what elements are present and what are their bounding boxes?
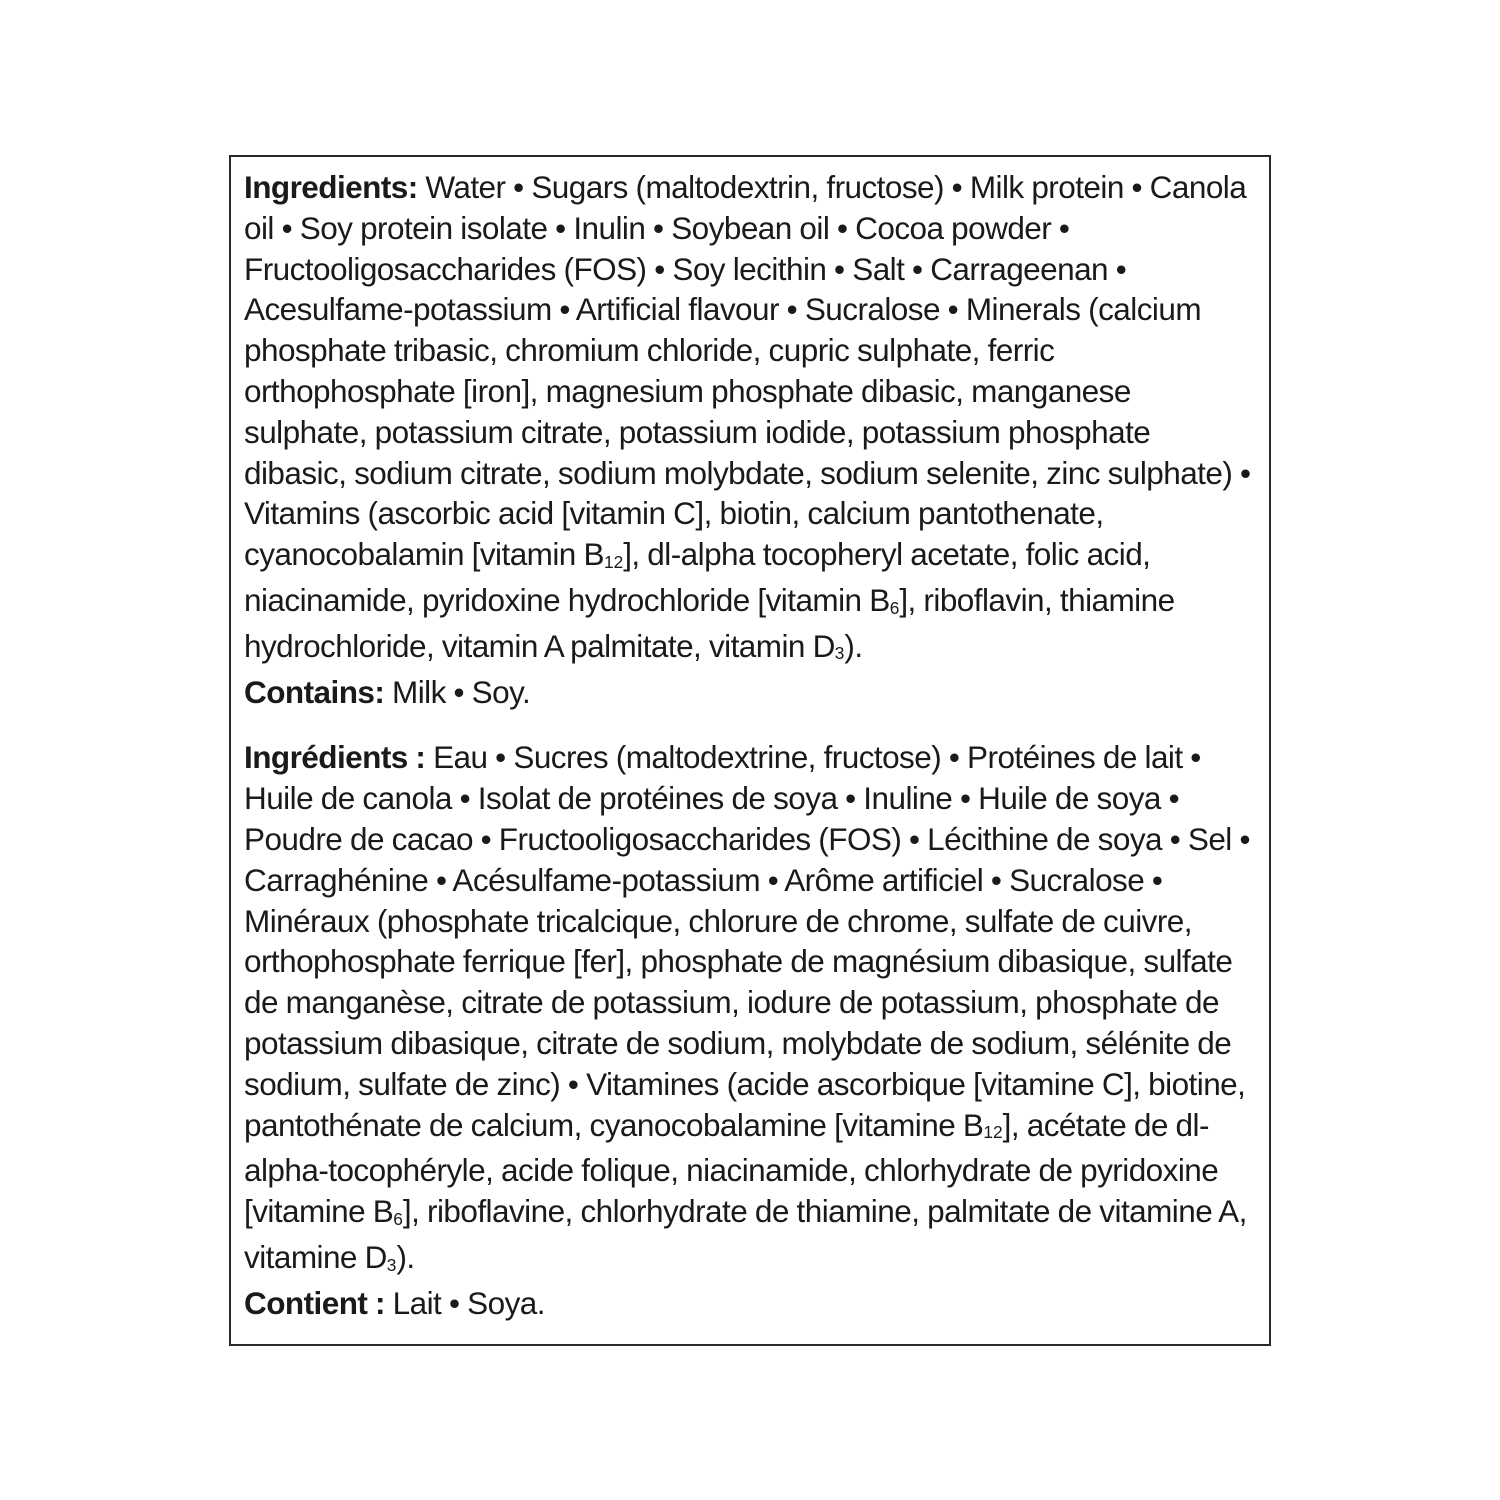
- ingredients-text-en-part1: Water • Sugars (maltodextrin, fructose) • Milk protein • Canola oil • Soy protein isolate • Inulin • Soybean oil • Cocoa powder • Fructooligosaccharides (FOS) • Soy lecithin • Salt • Carrageenan • Acesulfame-potassium • Artificial flavour • Sucralose • Minerals (calcium phosphate tribasic, chromium chloride, cupric sulphate, ferric orthophosphate [iron], magnesium phosphate dibasic, manganese sulphate, potassium citrate, potassium iodide, potassium phosphate dibasic, sodium citrate, sodium molybdate, sodium selenite, zinc sulphate) • Vitamins (ascorbic acid [vitamin C], biotin, calcium pantothenate, cyanocobalamin [vitamin B: [244, 169, 1251, 573]
- contains-text-fr: Lait • Soya.: [384, 1284, 545, 1321]
- contains-heading-fr: Contient :: [244, 1284, 385, 1321]
- ingredients-text-fr-part4: ).: [396, 1238, 415, 1275]
- subscript-b12-fr: 12: [983, 1122, 1003, 1143]
- english-ingredients: [244, 167, 1255, 712]
- ingredients-text-fr-part3: ], riboflavine, chlorhydrate de thiamine, palmitate de vitamine A, vitamine D: [244, 1193, 1247, 1275]
- ingredients-text-fr-part2: ], acétate de dl-alpha-tocophéryle, acide folique, niacinamide, chlorhydrate de pyridoxine [vitamine B: [244, 1106, 1219, 1230]
- subscript-b12-en: 12: [603, 551, 624, 572]
- ingredients-panel: [229, 155, 1271, 1346]
- ingredients-text-en-part3: ], riboflavin, thiamine hydrochloride, vitamin A palmitate, vitamin D: [244, 581, 1175, 664]
- subscript-d3-fr: 3: [386, 1254, 397, 1275]
- ingredients-heading-en: Ingredients:: [244, 169, 418, 205]
- french-ingredients: [244, 737, 1255, 1323]
- subscript-d3-en: 3: [834, 643, 845, 664]
- contains-text-en: Milk • Soy.: [384, 673, 531, 710]
- subscript-b6-en: 6: [889, 597, 900, 618]
- allergen-statement-en: [244, 672, 1255, 713]
- ingredients-text-en-part2: ], dl-alpha tocopheryl acetate, folic acid, niacinamide, pyridoxine hydrochloride [vitamin B: [244, 536, 1151, 618]
- ingredients-text-en-part4: ).: [844, 627, 863, 664]
- ingredients-heading-fr: Ingrédients :: [244, 739, 426, 776]
- subscript-b6-fr: 6: [393, 1208, 403, 1229]
- ingredients-text-fr-part1: Eau • Sucres (maltodextrine, fructose) • Protéines de lait • Huile de canola • Isolat de protéines de soya • Inuline • Huile de soya • Poudre de cacao • Fructooligosaccharides (FOS) • Lécithine de soya • Sel • Carraghénine • Acésulfame-potassium • Arôme artificiel • Sucralose • Minéraux (phosphate tricalcique, chlorure de chrome, sulfate de cuivre, orthophosphate ferrique [fer], phosphate de magnésium dibasique, sulfate de manganèse, citrate de potassium, iodure de potassium, phosphate de potassium dibasique, citrate de sodium, molybdate de sodium, sélénite de sodium, sulfate de zinc) • Vitamines (acide ascorbique [vitamine C], biotine, pantothénate de calcium, cyanocobalamine [vitamine B: [244, 739, 1250, 1143]
- allergen-statement-fr: [244, 1283, 1255, 1324]
- contains-heading-en: Contains:: [244, 673, 385, 710]
